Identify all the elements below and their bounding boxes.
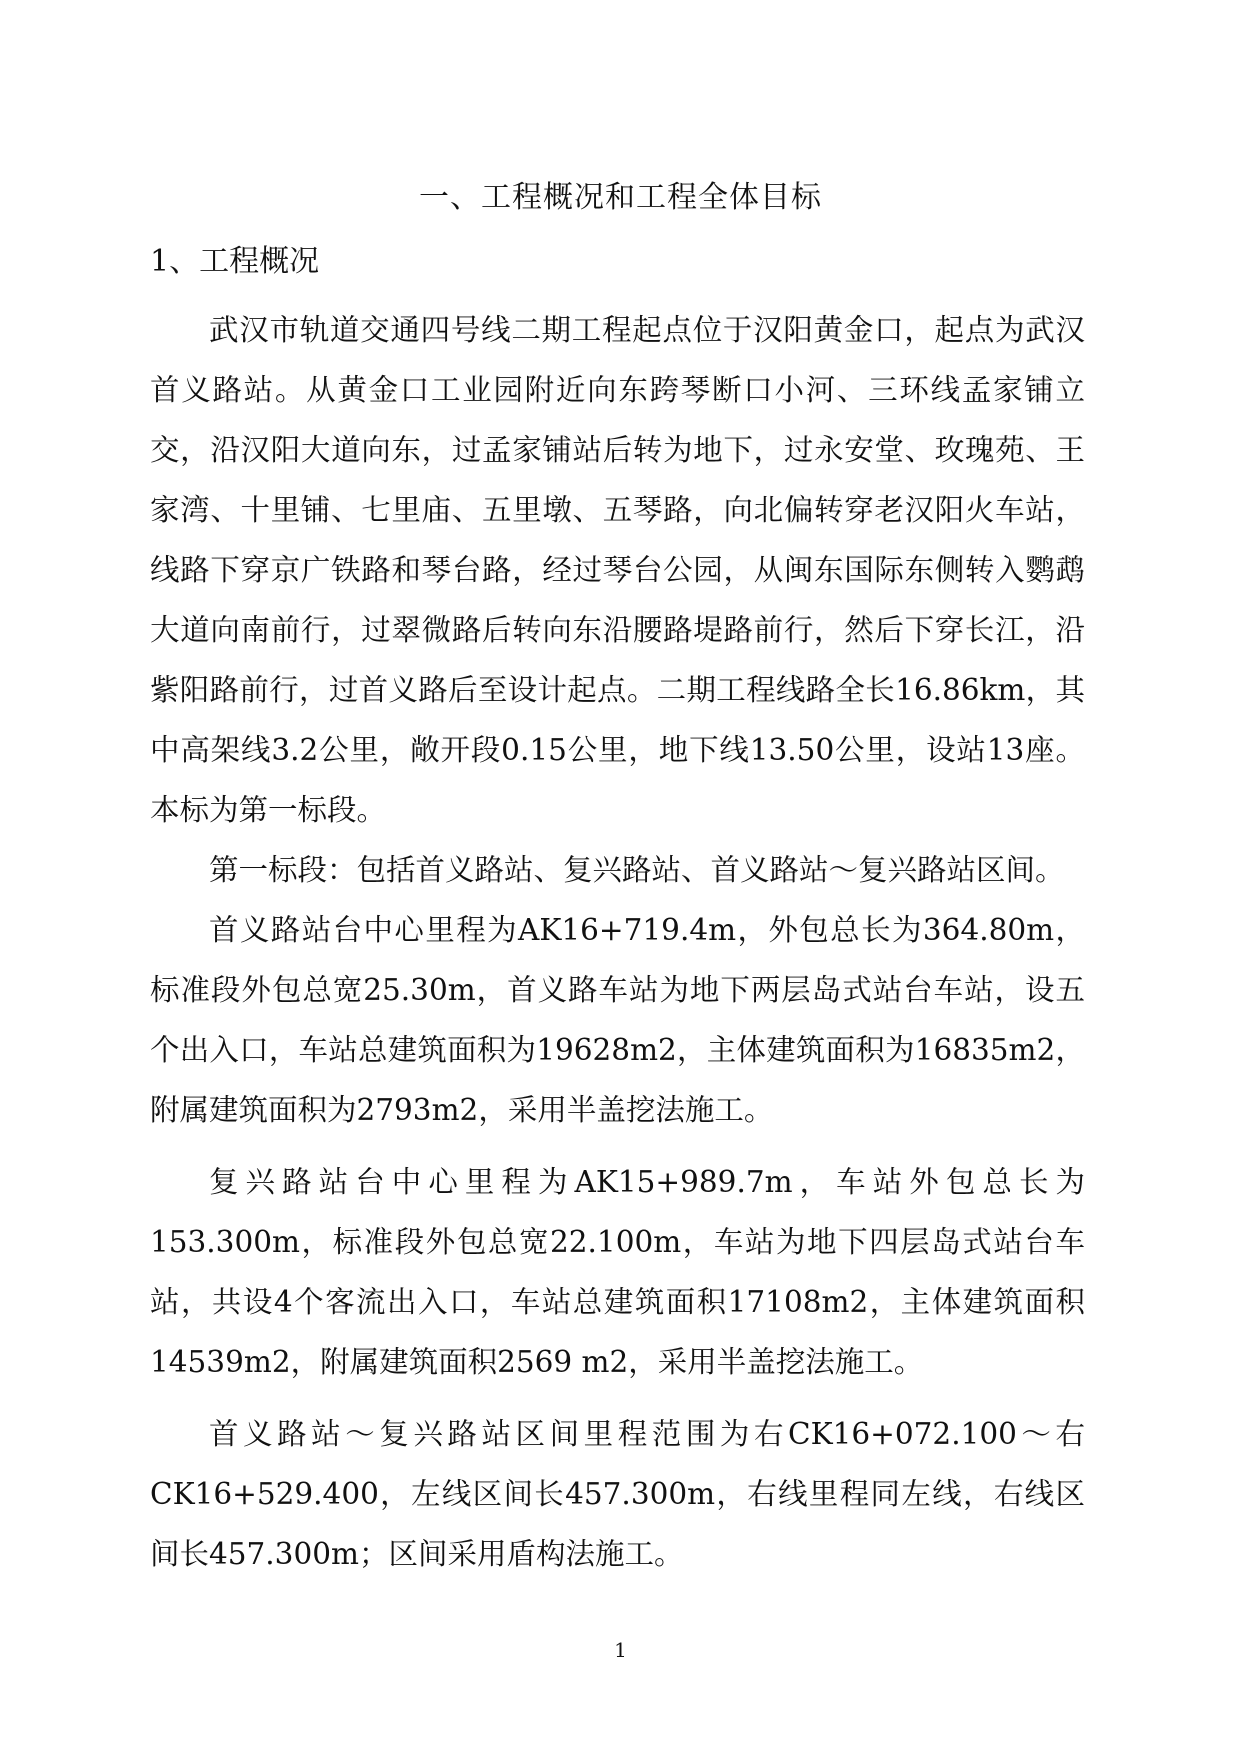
page-number: 1 [614, 1638, 627, 1662]
paragraph-fuxing-station: 复兴路站台中心里程为AK15+989.7m，车站外包总长为153.300m，标准段外包总宽22.100m，车站为地下四层岛式站台车站，共设4个客流出入口，车站总建筑面积17108m2，主体建筑面积14539m2，附属建筑面积2569 m2，采用半盖挖法施工。 [150, 1165, 1085, 1379]
paragraph-interval: 首义路站～复兴路站区间里程范围为右CK16+072.100～右CK16+529.400，左线区间长457.300m，右线里程同左线，右线区间长457.300m；区间采用盾构法施工。 [150, 1417, 1085, 1571]
document-title: 一、工程概况和工程全体目标 [419, 180, 822, 215]
section-heading: 1、工程概况 [150, 244, 320, 279]
paragraph-shouyi-station: 首义路站台中心里程为AK16+719.4m，外包总长为364.80m，标准段外包总宽25.30m，首义路车站为地下两层岛式站台车站，设五个出入口，车站总建筑面积为19628m2，主体建筑面积为16835m2，附属建筑面积为2793m2，采用半盖挖法施工。 [150, 913, 1085, 1127]
document-body [150, 300, 1085, 1584]
paragraph-section-scope: 第一标段：包括首义路站、复兴路站、首义路站～复兴路站区间。 [209, 853, 1065, 887]
paragraph-overview: 武汉市轨道交通四号线二期工程起点位于汉阳黄金口，起点为武汉首义路站。从黄金口工业园附近向东跨琴断口小河、三环线孟家铺立交，沿汉阳大道向东，过孟家铺站后转为地下，过永安堂、玫瑰苑、王家湾、十里铺、七里庙、五里墩、五琴路，向北偏转穿老汉阳火车站，线路下穿京广铁路和琴台路，经过琴台公园，从闽东国际东侧转入鹦鹉大道向南前行，过翠微路后转向东沿腰路堤路前行，然后下穿长江，沿紫阳路前行，过首义路后至设计起点。二期工程线路全长16.86km，其中高架线3.2公里，敞开段0.15公里，地下线13.50公里，设站13座。本标为第一标段。 [150, 313, 1085, 827]
